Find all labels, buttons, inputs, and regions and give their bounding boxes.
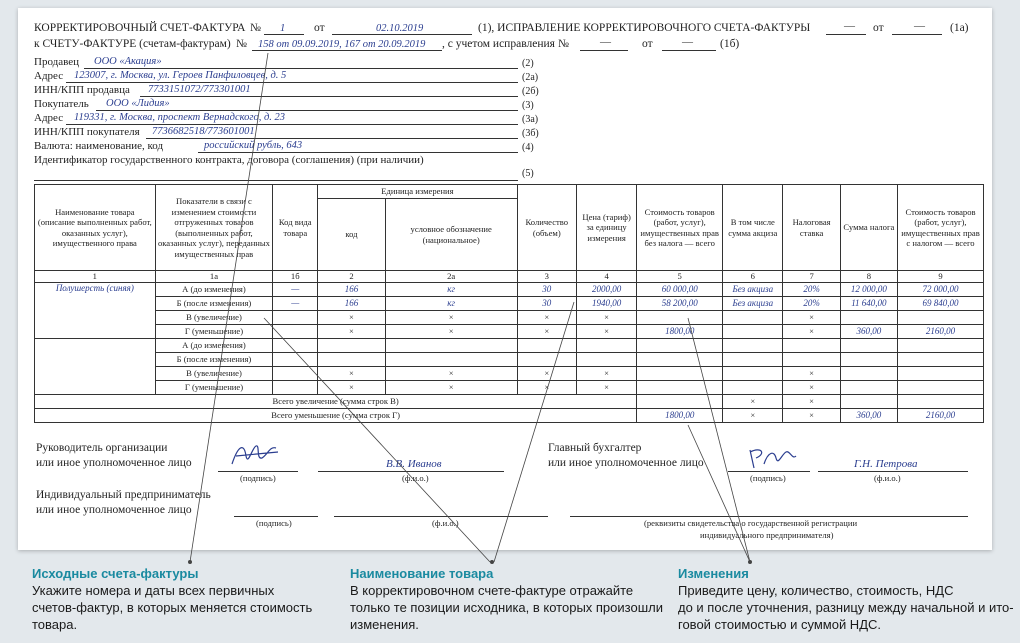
date-label-2: от xyxy=(642,38,653,50)
table-cell: × xyxy=(385,311,517,325)
fio-caption: (ф.и.о.) xyxy=(874,473,901,483)
table-cell: × xyxy=(318,381,385,395)
caption-title: Изменения xyxy=(678,566,749,581)
head-label-2: или иное уполномоченное лицо xyxy=(36,457,192,469)
header-product-code: Код вида товара xyxy=(273,185,318,271)
caption-line: Приведите цену, количество, стоимость, НДС xyxy=(678,583,954,598)
with-correction-label: , с учетом исправления xyxy=(442,38,555,50)
table-cell: кг xyxy=(385,283,517,297)
table-cell: 1800,00 xyxy=(637,325,723,339)
col-number: 1 xyxy=(35,271,156,283)
code-1a: (1а) xyxy=(950,22,969,34)
table-cell: — xyxy=(273,297,318,311)
col-number: 3 xyxy=(517,271,576,283)
table-cell: Без акциза xyxy=(723,297,783,311)
table-cell: Б (после изменения) xyxy=(155,297,273,311)
table-cell: Г (уменьшение) xyxy=(155,381,273,395)
caption-title: Наименование товара xyxy=(350,566,494,581)
table-cell: × xyxy=(318,325,385,339)
table-cell: × xyxy=(576,381,636,395)
table-cell: 11 640,00 xyxy=(840,297,897,311)
table-cell: × xyxy=(318,367,385,381)
caption-line: изменения. xyxy=(350,617,419,632)
col-number: 7 xyxy=(783,271,840,283)
head-name: В.В. Иванов xyxy=(386,458,442,470)
invoice-date: 02.10.2019 xyxy=(376,23,424,34)
table-cell: 166 xyxy=(318,283,385,297)
totals-cell: × xyxy=(783,409,840,423)
table-cell: × xyxy=(517,311,576,325)
col-number: 4 xyxy=(576,271,636,283)
podpis-caption: (подпись) xyxy=(256,518,292,528)
caption-line: только те позиции исходника, в которых произошли xyxy=(350,600,663,615)
item-name-cell: Полушерсть (синяя) xyxy=(35,283,156,339)
col-number: 5 xyxy=(637,271,723,283)
field-code: (2) xyxy=(522,58,534,69)
seller-name: ООО «Акация» xyxy=(94,56,162,67)
head-label: Руководитель организации xyxy=(36,442,168,454)
col-number: 9 xyxy=(898,271,984,283)
seller-inn: 7733151072/773301001 xyxy=(148,84,251,95)
header-unit: Единица измерения xyxy=(318,185,517,199)
field-label: Адрес xyxy=(34,112,64,124)
table-cell: × xyxy=(385,367,517,381)
totals-cell: 1800,00 xyxy=(637,409,723,423)
contract-label: Идентификатор государственного контракта, договора (соглашения) (при наличии) xyxy=(34,154,424,166)
accountant-name: Г.Н. Петрова xyxy=(854,458,918,470)
header-item-name: Наименование товара (описание выполненных работ, оказанных услуг), имущественного права xyxy=(35,185,156,271)
table-cell: Без акциза xyxy=(723,283,783,297)
caption-line: до и после уточнения, разницу между начальной и ито- xyxy=(678,600,1014,615)
seller-address: 123007, г. Москва, ул. Героев Панфиловцев, д. 5 xyxy=(74,70,287,81)
totals-cell: 2160,00 xyxy=(898,409,984,423)
header-tax-sum: Сумма налога xyxy=(840,185,897,271)
correction-date: — xyxy=(914,20,925,32)
table-cell: 1940,00 xyxy=(576,297,636,311)
field-label: Покупатель xyxy=(34,98,89,110)
col-number: 2а xyxy=(385,271,517,283)
field-code: (4) xyxy=(522,142,534,153)
ip-label: Индивидуальный предприниматель xyxy=(36,489,211,501)
correction-number-2: — xyxy=(600,36,611,48)
table-cell: 2000,00 xyxy=(576,283,636,297)
table-cell: × xyxy=(576,325,636,339)
invoice-number: 1 xyxy=(280,23,286,34)
table-cell: 2160,00 xyxy=(898,325,984,339)
table-cell: × xyxy=(318,311,385,325)
requisites-caption-2: индивидуального предпринимателя) xyxy=(700,530,834,540)
table-cell: В (увеличение) xyxy=(155,367,273,381)
table-cell: Б (после изменения) xyxy=(155,353,273,367)
totals-cell: × xyxy=(723,409,783,423)
header-indicators: Показатели в связи с изменением стоимости отгруженных товаров (выполненных работ, оказанных услуг), переданных имущественных прав xyxy=(155,185,273,271)
field-label: Адрес xyxy=(34,70,64,82)
correction-date-label: от xyxy=(873,22,884,34)
invoice-title: КОРРЕКТИРОВОЧНЫЙ СЧЕТ-ФАКТУРА xyxy=(34,22,246,34)
ip-label-2: или иное уполномоченное лицо xyxy=(36,504,192,516)
header-excise: В том числе сумма акциза xyxy=(723,185,783,271)
caption-line: товара. xyxy=(32,617,78,632)
totals-label: Всего уменьшение (сумма строк Г) xyxy=(35,409,637,423)
table-cell: А (до изменения) xyxy=(155,339,273,353)
number-sign: № xyxy=(250,22,261,34)
accountant-label: Главный бухгалтер xyxy=(548,442,642,454)
code-1b: (1б) xyxy=(720,38,740,50)
totals-cell: 360,00 xyxy=(840,409,897,423)
col-number: 1а xyxy=(155,271,273,283)
field-label: ИНН/КПП продавца xyxy=(34,84,130,96)
table-cell: 30 xyxy=(517,297,576,311)
table-cell: × xyxy=(517,381,576,395)
correction-date-2: — xyxy=(682,36,693,48)
table-cell: 30 xyxy=(517,283,576,297)
field-code: (3) xyxy=(522,100,534,111)
source-invoices-label: к СЧЕТУ-ФАКТУРЕ (счетам-фактурам) xyxy=(34,38,231,50)
table-cell: × xyxy=(783,311,840,325)
caption-line: Укажите номера и даты всех первичных xyxy=(32,583,275,598)
header-tax-rate: Налоговая ставка xyxy=(783,185,840,271)
table-cell: — xyxy=(273,283,318,297)
totals-cell: × xyxy=(723,395,783,409)
header-cost-with-tax: Стоимость товаров (работ, услуг), имущественных прав с налогом — всего xyxy=(898,185,984,271)
source-invoices-value: 158 от 09.09.2019, 167 от 20.09.2019 xyxy=(258,39,426,50)
correction-number: — xyxy=(844,20,855,32)
header-unit-code: код xyxy=(318,199,385,271)
field-code: (3а) xyxy=(522,114,539,125)
header-quantity: Количество (объем) xyxy=(517,185,576,271)
date-label: от xyxy=(314,22,325,34)
header-cost-no-tax: Стоимость товаров (работ, услуг), имущественных прав без налога — всего xyxy=(637,185,723,271)
header-price: Цена (тариф) за единицу измерения xyxy=(576,185,636,271)
contract-code: (5) xyxy=(522,168,534,179)
table-cell: 20% xyxy=(783,297,840,311)
table-cell: × xyxy=(517,367,576,381)
totals-label: Всего увеличение (сумма строк В) xyxy=(35,395,637,409)
buyer-inn: 7736682518/773601001 xyxy=(152,126,255,137)
table-cell: 58 200,00 xyxy=(637,297,723,311)
totals-cell: × xyxy=(783,395,840,409)
fio-caption: (ф.и.о.) xyxy=(402,473,429,483)
table-cell: × xyxy=(783,325,840,339)
caption-line: счетов-фактур, в которых меняется стоимость xyxy=(32,600,313,615)
table-cell: 166 xyxy=(318,297,385,311)
caption-title: Исходные счета-фактуры xyxy=(32,566,199,581)
col-number: 1б xyxy=(273,271,318,283)
table-cell: 69 840,00 xyxy=(898,297,984,311)
buyer-name: ООО «Лидия» xyxy=(106,98,170,109)
currency-value: российский рубль, 643 xyxy=(204,140,303,151)
table-cell: 20% xyxy=(783,283,840,297)
table-cell: × xyxy=(783,381,840,395)
table-cell: 12 000,00 xyxy=(840,283,897,297)
correction-title: (1), ИСПРАВЛЕНИЕ КОРРЕКТИРОВОЧНОГО СЧЕТА-ФАКТУРЫ xyxy=(478,22,811,34)
field-label: ИНН/КПП покупателя xyxy=(34,126,140,138)
caption-line: говой стоимостью и суммой НДС. xyxy=(678,617,882,632)
table-cell: × xyxy=(385,381,517,395)
table-cell: × xyxy=(385,325,517,339)
table-cell: 360,00 xyxy=(840,325,897,339)
table-cell: А (до изменения) xyxy=(155,283,273,297)
col-number: 8 xyxy=(840,271,897,283)
table-cell: × xyxy=(783,367,840,381)
col-number: 2 xyxy=(318,271,385,283)
col-number: 6 xyxy=(723,271,783,283)
field-label: Валюта: наименование, код xyxy=(34,140,164,152)
number-sign-3: № xyxy=(558,38,569,50)
table-cell: В (увеличение) xyxy=(155,311,273,325)
table-cell: × xyxy=(517,325,576,339)
caption-line: В корректировочном счете-фактуре отражайте xyxy=(350,583,634,598)
table-cell: Г (уменьшение) xyxy=(155,325,273,339)
header-unit-symbol: условное обозначение (национальное) xyxy=(385,199,517,271)
field-label: Продавец xyxy=(34,56,80,68)
podpis-caption: (подпись) xyxy=(240,473,276,483)
table-cell: кг xyxy=(385,297,517,311)
field-code: (2б) xyxy=(522,86,539,97)
podpis-caption: (подпись) xyxy=(750,473,786,483)
number-sign-2: № xyxy=(236,38,247,50)
requisites-caption: (реквизиты свидетельства о государственной регистрации xyxy=(644,518,858,528)
table-cell: × xyxy=(576,367,636,381)
table-cell: 60 000,00 xyxy=(637,283,723,297)
fio-caption: (ф.и.о.) xyxy=(432,518,459,528)
buyer-address: 119331, г. Москва, проспект Вернадского, д. 23 xyxy=(74,112,286,123)
accountant-label-2: или иное уполномоченное лицо xyxy=(548,457,704,469)
table-cell: 72 000,00 xyxy=(898,283,984,297)
field-code: (2а) xyxy=(522,72,539,83)
table-cell: × xyxy=(576,311,636,325)
field-code: (3б) xyxy=(522,128,539,139)
